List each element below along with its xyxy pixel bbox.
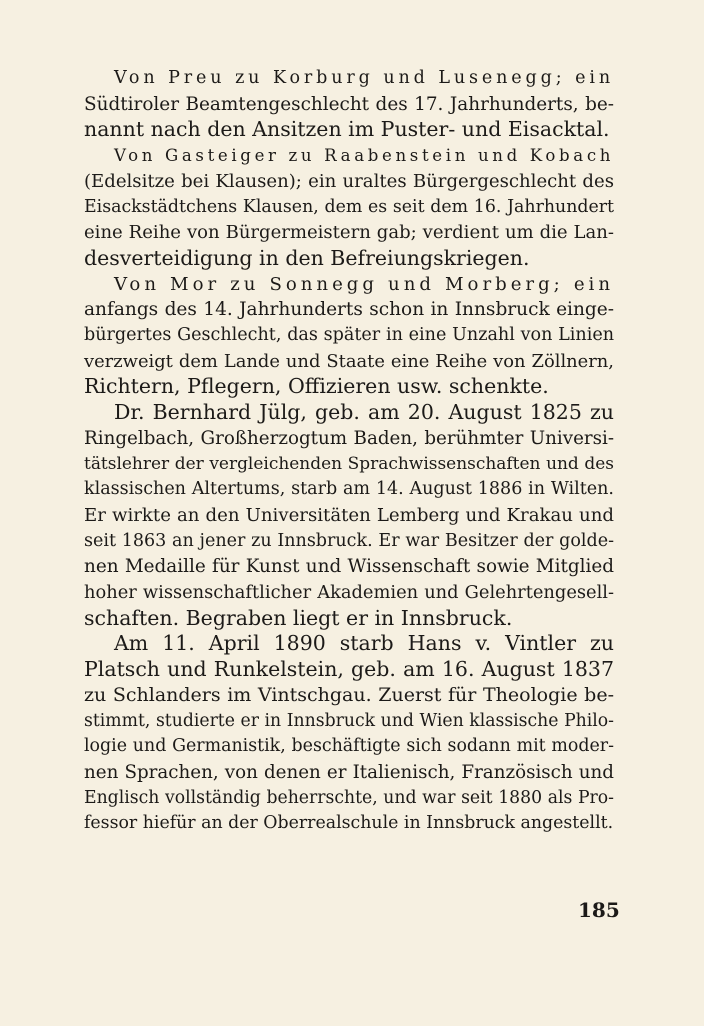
paragraph-vintler bbox=[54, 631, 614, 837]
text-line: Er wirkte an den Universitäten Lemberg und Krakau und bbox=[84, 504, 614, 526]
text-line: Eisackstädtchens Klausen, dem es seit dem 16. Jahrhundert bbox=[84, 196, 614, 217]
text-line: nen Medaille für Kunst und Wissenschaft sowie Mitglied bbox=[84, 556, 614, 578]
text-line: Von Gasteiger zu Raabenstein und Kobach bbox=[114, 146, 615, 166]
paragraph-juelg bbox=[54, 400, 614, 631]
text-line: stimmt, studierte er in Innsbruck und Wien klassische Philo- bbox=[84, 710, 614, 731]
text-line: hoher wissenschaftlicher Akademien und Gelehrtengesell- bbox=[84, 582, 614, 604]
text-line: tätslehrer der vergleichenden Sprachwissenschaften und des bbox=[84, 453, 614, 474]
paragraph-gasteiger bbox=[54, 143, 614, 272]
text-line: anfangs des 14. Jahrhunderts schon in Innsbruck einge- bbox=[84, 299, 614, 321]
text-line: fessor hiefür an der Oberrealschule in Innsbruck angestellt. bbox=[84, 813, 614, 834]
text-line: Ringelbach, Großherzogtum Baden, berühmter Universi- bbox=[84, 427, 614, 449]
text-line: desverteidigung in den Befreiungskriegen. bbox=[84, 245, 530, 270]
text-line: Am 11. April 1890 starb Hans v. Vintler zu bbox=[114, 631, 614, 656]
text-line: Von Preu zu Korburg und Lusenegg; ein bbox=[114, 68, 614, 88]
text-line: zu Schlanders im Vintschgau. Zuerst für Theologie be- bbox=[84, 683, 614, 706]
text-line: klassischen Altertums, starb am 14. August 1886 in Wilten. bbox=[84, 479, 614, 500]
text-line: nannt nach den Ansitzen im Puster- und Eisacktal. bbox=[84, 117, 610, 142]
text-line: verzweigt dem Lande und Staate eine Reihe von Zöllnern, bbox=[84, 350, 614, 372]
text-line: schaften. Begraben liegt er in Innsbruck. bbox=[84, 605, 513, 630]
text-line: Von Mor zu Sonnegg und Morberg; ein bbox=[114, 273, 614, 295]
text-line: (Edelsitze bei Klausen); ein uraltes Bürgergeschlecht des bbox=[84, 170, 614, 192]
paragraph-preu bbox=[54, 66, 614, 143]
page-number: 185 bbox=[578, 898, 620, 922]
text-line: bürgertes Geschlecht, das später in eine Unzahl von Linien bbox=[84, 325, 614, 346]
text-line: eine Reihe von Bürgermeistern gab; verdient um die Lan- bbox=[84, 222, 614, 244]
text-line: nen Sprachen, von denen er Italienisch, Französisch und bbox=[84, 761, 614, 783]
text-line: seit 1863 an jener zu Innsbruck. Er war Besitzer der golde- bbox=[84, 530, 614, 551]
text-line: Platsch und Runkelstein, geb. am 16. August 1837 bbox=[84, 657, 614, 682]
text-line: Richtern, Pflegern, Offizieren usw. schenkte. bbox=[84, 374, 549, 399]
text-line: logie und Germanistik, beschäftigte sich sodann mit moder- bbox=[84, 736, 614, 757]
body-text bbox=[54, 66, 614, 837]
text-line: Dr. Bernhard Jülg, geb. am 20. August 1825 zu bbox=[114, 400, 614, 425]
paragraph-mor bbox=[54, 272, 614, 401]
text-line: Englisch vollständig beherrschte, und war seit 1880 als Pro- bbox=[84, 787, 614, 808]
text-line: Südtiroler Beamtengeschlecht des 17. Jahrhunderts, be- bbox=[84, 93, 614, 115]
